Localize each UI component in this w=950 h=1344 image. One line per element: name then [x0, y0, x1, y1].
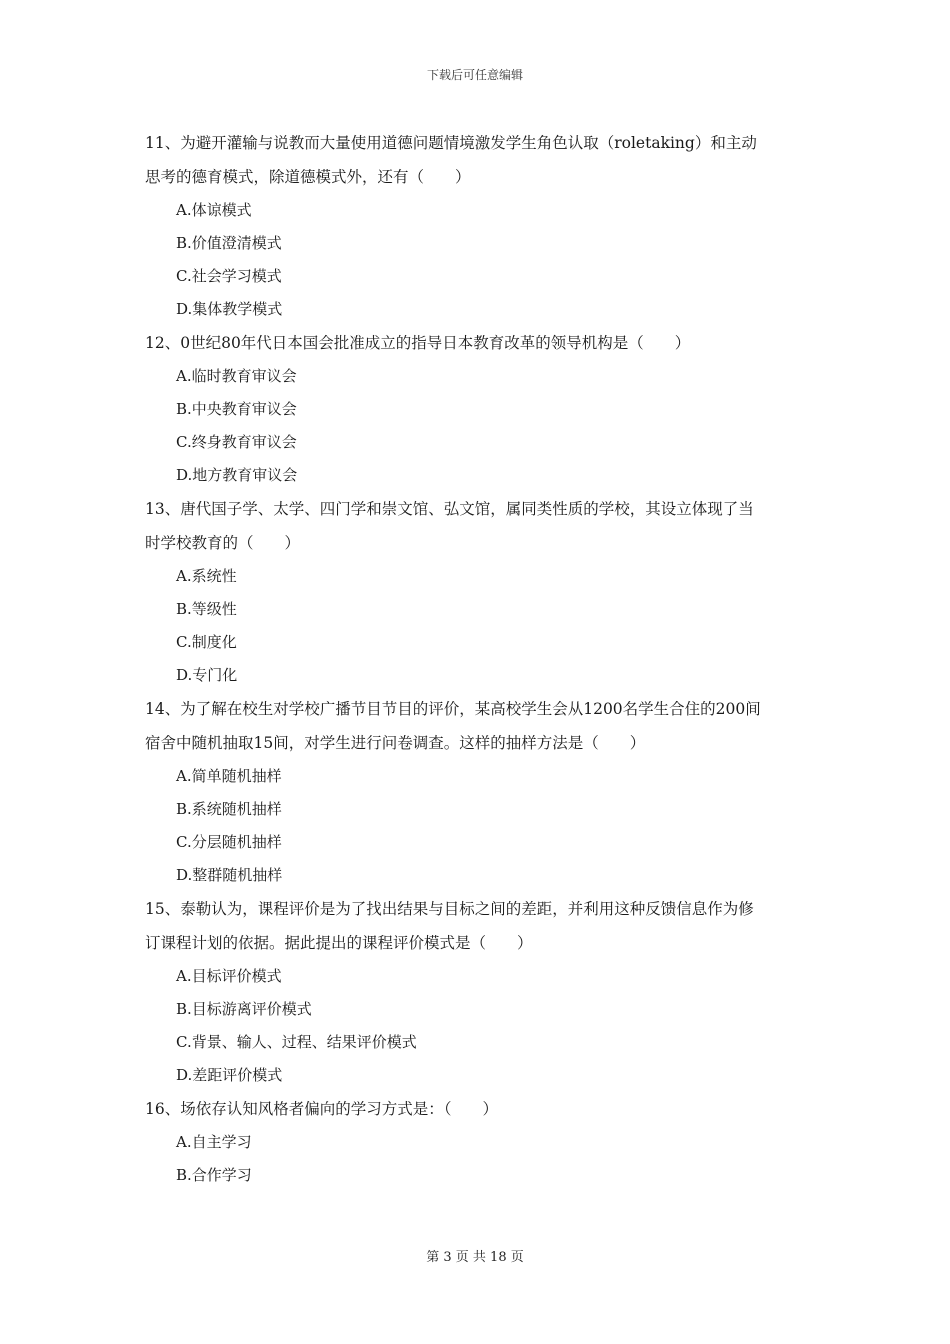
question-11: [145, 126, 809, 326]
question-text-line: 16、场依存认知风格者偏向的学习方式是：（ ）: [145, 1100, 498, 1118]
option-c: C.终身教育审议会: [176, 433, 297, 451]
option-b: B.中央教育审议会: [176, 400, 297, 418]
option-a: A.目标评价模式: [176, 967, 282, 985]
option-a: A.系统性: [176, 567, 237, 585]
option-d: D.整群随机抽样: [176, 866, 283, 884]
question-text-line: 12、0世纪80年代日本国会批准成立的指导日本教育改革的领导机构是（ ）: [145, 334, 691, 352]
option-a: A.自主学习: [176, 1133, 252, 1151]
question-list: [145, 126, 809, 1192]
question-text-line: 订课程计划的依据。据此提出的课程评价模式是（ ）: [145, 934, 533, 952]
option-a: A.简单随机抽样: [176, 767, 282, 785]
question-text-line: 11、为避开灌输与说教而大量使用道德问题情境激发学生角色认取（roletaking）和主动: [145, 134, 757, 152]
question-15: [145, 892, 809, 1092]
option-c: C.背景、输人、过程、结果评价模式: [176, 1033, 417, 1051]
question-text-line: 13、唐代国子学、太学、四门学和崇文馆、弘文馆，属同类性质的学校，其设立体现了当: [145, 500, 754, 518]
option-b: B.等级性: [176, 600, 237, 618]
option-a: A.临时教育审议会: [176, 367, 297, 385]
page-footer: 第 3 页 共 18 页: [426, 1250, 524, 1265]
option-b: B.价值澄清模式: [176, 234, 282, 252]
question-text-line: 思考的德育模式，除道德模式外，还有（ ）: [145, 168, 471, 186]
option-d: D.集体教学模式: [176, 300, 283, 318]
question-14: [145, 692, 809, 892]
option-b: B.系统随机抽样: [176, 800, 282, 818]
option-d: D.差距评价模式: [176, 1066, 283, 1084]
option-c: C.制度化: [176, 633, 237, 651]
option-b: B.目标游离评价模式: [176, 1000, 312, 1018]
question-text-line: 15、泰勒认为，课程评价是为了找出结果与目标之间的差距，并利用这种反馈信息作为修: [145, 900, 754, 918]
option-d: D.地方教育审议会: [176, 466, 298, 484]
option-c: C.社会学习模式: [176, 267, 282, 285]
option-d: D.专门化: [176, 666, 238, 684]
question-text-line: 宿舍中随机抽取15间，对学生进行问卷调查。这样的抽样方法是（ ）: [145, 734, 646, 752]
question-text-line: 14、为了解在校生对学校广播节目节目的评价，某高校学生会从1200名学生合住的200间: [145, 700, 761, 718]
option-c: C.分层随机抽样: [176, 833, 282, 851]
question-13: [145, 492, 809, 692]
question-16: [145, 1092, 809, 1192]
option-b: B.合作学习: [176, 1166, 252, 1184]
page-header: 下载后可任意编辑: [426, 68, 523, 82]
option-a: A.体谅模式: [176, 201, 252, 219]
question-text-line: 时学校教育的（ ）: [145, 534, 301, 552]
question-12: [145, 326, 809, 492]
